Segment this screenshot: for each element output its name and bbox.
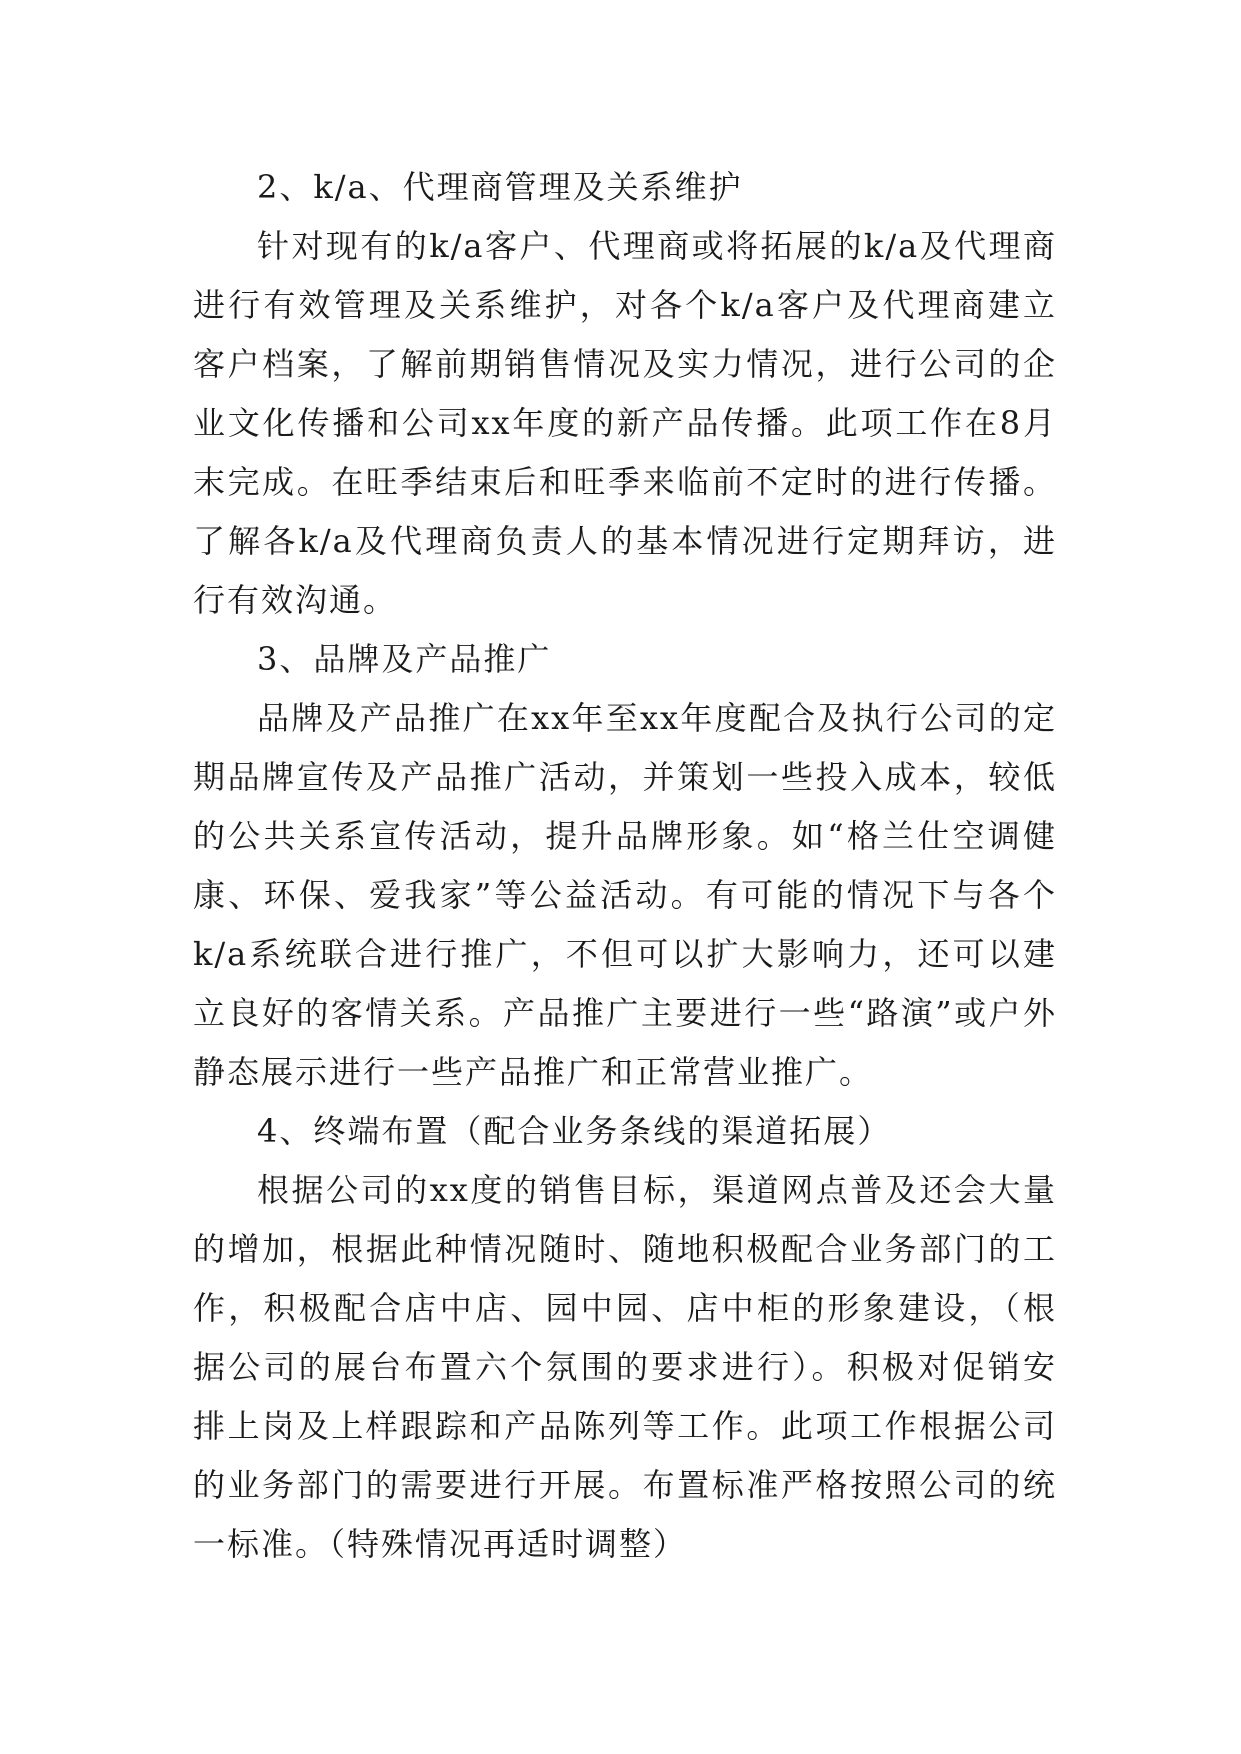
section-heading-brand-promotion: 3、品牌及产品推广	[257, 640, 552, 678]
paragraph-terminal-layout: 根据公司的xx度的销售目标，渠道网点普及还会大量的增加，根据此种情况随时、随地积极配合业务部门的工作，积极配合店中店、园中园、店中柜的形象建设，（根据公司的展台布置六个氛围的要求进行）。积极对促销安排上岗及上样跟踪和产品陈列等工作。此项工作根据公司的业务部门的需要进行开展。布置标准严格按照公司的统一标准。（特殊情况再适时调整）	[193, 1171, 1057, 1563]
paragraph-ka-management: 针对现有的k/a客户、代理商或将拓展的k/a及代理商进行有效管理及关系维护，对各个k/a客户及代理商建立客户档案，了解前期销售情况及实力情况，进行公司的企业文化传播和公司xx年度的新产品传播。此项工作在8月末完成。在旺季结束后和旺季来临前不定时的进行传播。了解各k/a及代理商负责人的基本情况进行定期拜访，进行有效沟通。	[193, 227, 1057, 619]
document-body	[193, 158, 1057, 1574]
section-heading-terminal-layout: 4、终端布置（配合业务条线的渠道拓展）	[257, 1112, 892, 1150]
section-heading-ka-management: 2、k/a、代理商管理及关系维护	[257, 168, 743, 206]
paragraph-brand-promotion: 品牌及产品推广在xx年至xx年度配合及执行公司的定期品牌宣传及产品推广活动，并策划一些投入成本，较低的公共关系宣传活动，提升品牌形象。如“格兰仕空调健康、环保、爱我家”等公益活动。有可能的情况下与各个k/a系统联合进行推广，不但可以扩大影响力，还可以建立良好的客情关系。产品推广主要进行一些“路演”或户外静态展示进行一些产品推广和正常营业推广。	[193, 699, 1057, 1091]
